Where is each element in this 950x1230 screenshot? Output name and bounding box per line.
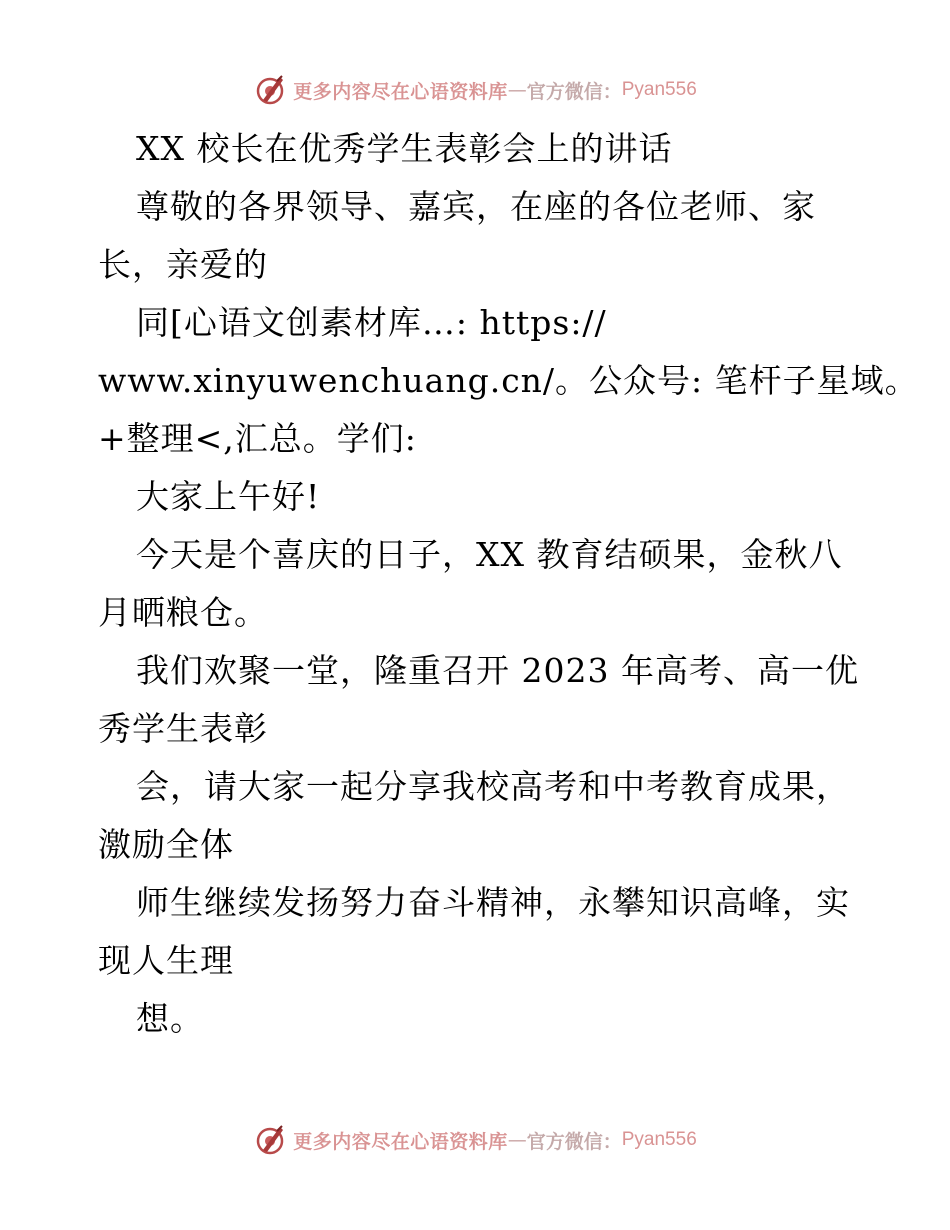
paragraph-line: 想。	[136, 999, 204, 1038]
banner-text: 更多内容尽在心语资料库	[293, 80, 508, 103]
paragraph-line: 长，亲爱的	[98, 245, 268, 284]
paragraph-line: 月晒粮仓。	[98, 593, 268, 632]
paragraph-line: 激励全体	[98, 825, 234, 864]
paragraph-line: +整理<,汇总。学们:	[98, 419, 417, 458]
paragraph-line: 会，请大家一起分享我校高考和中考教育成果，	[136, 767, 850, 806]
paragraph-line: 现人生理	[98, 941, 234, 980]
banner-wechat-label: 官方微信：	[526, 80, 622, 103]
banner-wechat-label: 官方微信：	[526, 1130, 622, 1153]
banner-text: 更多内容尽在心语资料库	[293, 1130, 508, 1153]
banner-dash: —	[507, 79, 527, 101]
paragraph-line: 秀学生表彰	[98, 709, 268, 748]
footer-watermark-banner	[0, 1120, 950, 1160]
quill-logo-icon	[253, 1123, 287, 1157]
paragraph-line: 尊敬的各界领导、嘉宾，在座的各位老师、家	[136, 187, 816, 226]
quill-logo-icon	[253, 73, 287, 107]
paragraph-line: 师生继续发扬努力奋斗精神，永攀知识高峰，实	[136, 883, 850, 922]
banner-wechat-id: Pyan556	[621, 79, 697, 100]
document-body	[98, 120, 919, 1048]
banner-dash: —	[507, 1129, 527, 1151]
paragraph-line: 今天是个喜庆的日子，XX 教育结硕果，金秋八	[136, 535, 843, 574]
banner-wechat-id: Pyan556	[621, 1129, 697, 1150]
document-title: XX 校长在优秀学生表彰会上的讲话	[136, 129, 673, 168]
paragraph-line: 同[心语文创素材库…: https://	[136, 303, 607, 342]
paragraph-line: www.xinyuwenchuang.cn/。公众号: 笔杆子星域。	[98, 361, 919, 400]
paragraph-line: 我们欢聚一堂，隆重召开 2023 年高考、高一优	[136, 651, 859, 690]
paragraph-line: 大家上午好!	[136, 477, 321, 516]
header-watermark-banner	[0, 70, 950, 110]
